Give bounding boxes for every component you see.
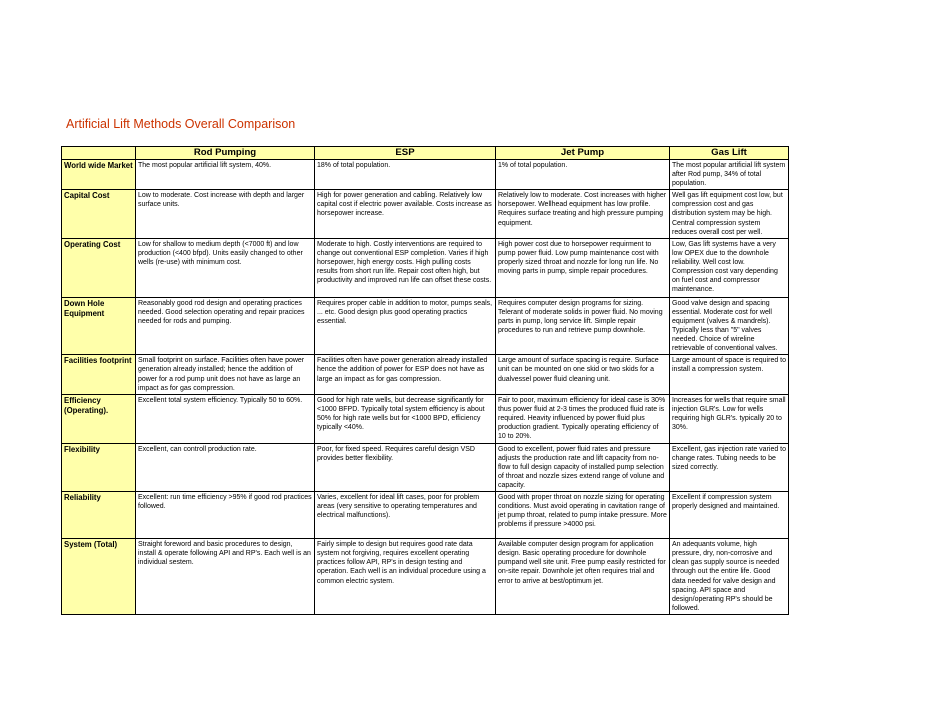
cell-esp: Fairly simple to design but requires good rate data system not forgiving, requires excellent operating practices follow API, RP's in design testing and operation. Each well is an individual procedure using a common electric system. [315,539,496,615]
cell-gas-lift: Excellent, gas injection rate varied to change rates. Tubing needs to be sized correctly. [670,443,789,491]
table-row [62,394,789,443]
page-title: Artificial Lift Methods Overall Comparison [66,117,296,131]
table-row [62,160,789,190]
table-row [62,238,789,297]
row-label-flexibility: Flexibility [62,443,136,491]
cell-rod-pumping: The most popular artificial lift system, 40%. [136,160,315,190]
cell-gas-lift: Well gas lift equipment cost low, but compression cost and gas distribution system may be high. Central compression system reduces overall cost per well. [670,190,789,238]
row-label-capital-cost: Capital Cost [62,190,136,238]
row-label-system-total: System (Total) [62,539,136,615]
cell-esp: Moderate to high. Costly interventions are required to change out conventional ESP completion. Varies if high horsepower, high energy costs. High pulling costs results from short run life. Repair cost often high, but productivity and improved run life can offset these costs. [315,238,496,297]
cell-esp: Facilities often have power generation already installed hence the addition of power for ESP does not have as large an impact as for gas compression. [315,355,496,394]
cell-gas-lift: The most popular artificial lift system after Rod pump, 34% of total population. [670,160,789,190]
cell-jet-pump: Relatively low to moderate. Cost increases with higher horsepower. Wellhead equipment has low profile. Requires surface treating and high pressure pumping equipment. [496,190,670,238]
table-row [62,443,789,491]
cell-jet-pump: Good to excellent, power fluid rates and pressure adjusts the production rate and lift capacity from no-flow to full design capacity of installed pump selection of throat and nozzle sizes extend range of volune and capacity. [496,443,670,491]
row-label-down-hole-equipment: Down Hole Equipment [62,297,136,355]
row-label-operating-cost: Operating Cost [62,238,136,297]
cell-rod-pumping: Reasonably good rod design and operating practices needed. Good selection operating and repair pracices needed for rods and pumping. [136,297,315,355]
cell-gas-lift: An adequants volume, high pressure, dry, non-corrosive and clean gas supply source is needed through out the entire life. Good data needed for valve design and spacing. API space and design/operating RP's should be followed. [670,539,789,615]
cell-jet-pump: 1% of total population. [496,160,670,190]
column-header-rod-pumping: Rod Pumping [136,147,315,160]
row-label-world-wide-market: World wide Market [62,160,136,190]
table-row [62,539,789,615]
table-row [62,492,789,539]
row-label-efficiency: Efficiency (Operating). [62,394,136,443]
cell-rod-pumping: Excellent: run time efficiency >95% if good rod practices followed. [136,492,315,539]
cell-jet-pump: Requires computer design programs for sizing. Telerant of moderate solids in power fluid. No moving parts in pump, long service lift. Simple repair procedures to run and retrieve pump downhole. [496,297,670,355]
cell-gas-lift: Increases for wells that require small injection GLR's. Low for wells requiring high GLR's. typically 20 to 30%. [670,394,789,443]
cell-rod-pumping: Low to moderate. Cost increase with depth and larger surface units. [136,190,315,238]
cell-jet-pump: Available computer design program for application design. Basic operating procedure for downhole pumpand well site unit. Free pump easily restricted for on-site repair. Downhole jet often requires trial and error to arrive at best/optimum jet. [496,539,670,615]
comparison-table [61,146,789,615]
cell-esp: 18% of total population. [315,160,496,190]
cell-gas-lift: Large amount of space is required to install a compression system. [670,355,789,394]
table-row [62,297,789,355]
cell-esp: Poor, for fixed speed. Requires careful design VSD provides better flexibility. [315,443,496,491]
cell-esp: Good for high rate wells, but decrease significantly for <1000 BFPD. Typically total system efficiency is about 50% for high rate wells but for <1000 BPD, efficiency typically <40%. [315,394,496,443]
cell-rod-pumping: Excellent total system efficiency. Typically 50 to 60%. [136,394,315,443]
cell-esp: High for power generation and cabling. Relatively low capital cost if electric power available. Costs increase as horsepower increase. [315,190,496,238]
row-label-reliability: Reliability [62,492,136,539]
cell-esp: Requires proper cable in addition to motor, pumps seals, ... etc. Good design plus good operating practics essential. [315,297,496,355]
header-row [62,147,789,160]
cell-jet-pump: Large amount of surface spacing is require. Surface unit can be mounted on one skid or two skids for a dualvessel power fluid cleaning unit. [496,355,670,394]
cell-gas-lift: Excellent if compression system properly designed and maintained. [670,492,789,539]
cell-esp: Varies, excellent for ideal lift cases, poor for problem areas (very sensitive to operating temperatures and electrical malfunctions). [315,492,496,539]
cell-rod-pumping: Small footprint on surface. Facilities often have power generation already installed; hence the addition of power for a rod pump unit does not have as large an impact as for gas compression. [136,355,315,394]
cell-gas-lift: Low, Gas lift systems have a very low OPEX due to the downhole reliability. Well cost low. Compression cost vary depending on fuel cost and compressor maintenance. [670,238,789,297]
header-corner [62,147,136,160]
column-header-jet-pump: Jet Pump [496,147,670,160]
column-header-gas-lift: Gas Lift [670,147,789,160]
cell-rod-pumping: Low for shallow to medium depth (<7000 ft) and low production (<400 bfpd). Units easily changed to other wells (re-use) with minimum cost. [136,238,315,297]
cell-jet-pump: Good with proper throat on nozzle sizing for operating conditions. Must avoid operating in cavitation range of jet pump throat, related to pump intake pressure. More problems if pressure >4000 psi. [496,492,670,539]
table-row [62,190,789,238]
cell-jet-pump: Fair to poor, maximum efficiency for ideal case is 30% thus power fluid at 2-3 times the produced fluid rate is required. Heavity influenced by power fluid plus production gradient. Typically operating efficiency of 10 to 20%. [496,394,670,443]
column-header-esp: ESP [315,147,496,160]
table-row [62,355,789,394]
cell-rod-pumping: Excellent, can controll production rate. [136,443,315,491]
cell-gas-lift: Good valve design and spacing essential. Moderate cost for well equipment (valves & mandrels). Typically less than "5" valves needed. Choice of wireline retrievable of conventional valves. [670,297,789,355]
row-label-facilities-footprint: Facilities footprint [62,355,136,394]
cell-rod-pumping: Straight foreword and basic procedures to design, install & operate following API and RP's. Each well is an individual sestem. [136,539,315,615]
cell-jet-pump: High power cost due to horsepower requirment to pump power fluid. Low pump maintenance cost with properly sized throat and nozzle for long run life. No moving parts in pump, simple repair procedures. [496,238,670,297]
